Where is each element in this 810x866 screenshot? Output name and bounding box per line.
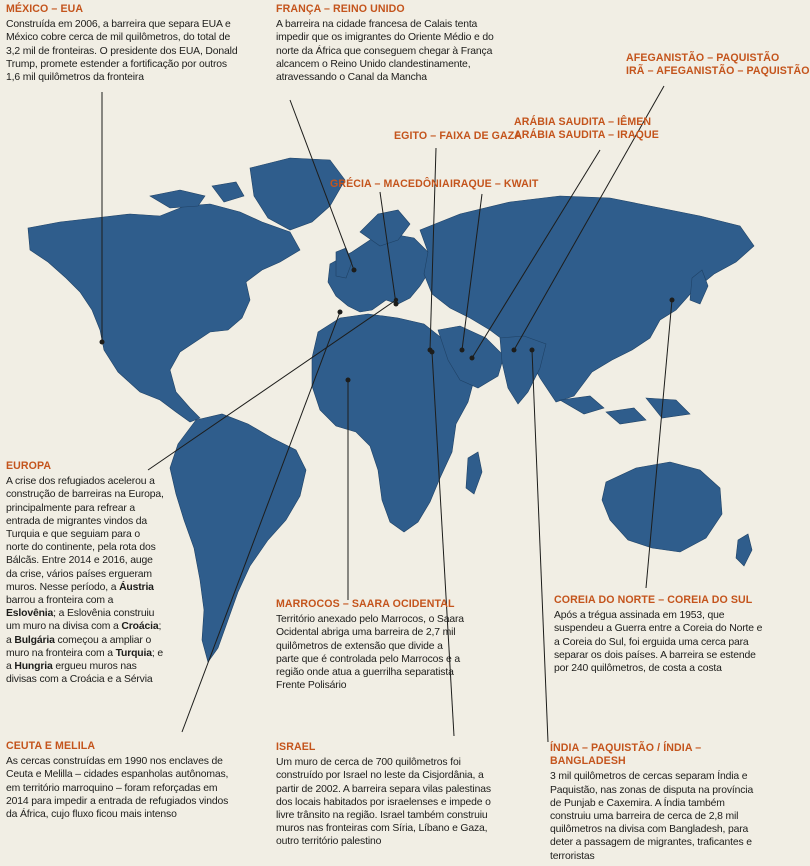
country-turquia: Turquia [115,647,152,659]
europa-note [6,460,164,686]
australia [602,462,722,552]
europa-title: EUROPA [6,460,52,472]
se-asia-islands [560,396,690,424]
madagascar [466,452,482,494]
coreia-title: COREIA DO NORTE – COREIA DO SUL [554,594,753,606]
ceuta-title: CEUTA E MELILA [6,740,96,752]
tag-iraq [450,178,539,191]
dot-saudi [470,356,475,361]
tag-greece-1: GRÉCIA – MACEDÔNIA [330,178,450,190]
tag-egypt [394,130,522,143]
france-note [276,3,508,84]
europa-text: A crise dos refugiados acelerou a construção de barreiras na Europa, principalmente para refrear a entrada de migrantes vindos da Turquia e que seguiam para o norte do continente, pela rota dos Bálcãs. Entre 2014 e 2016, auge da crise, vários países ergueram muros. Nesse período, a Áustria barrou a fronteira com a Eslovênia; a Eslovênia construiu um muro na divisa com a Croácia; a Bulgária começou a ampliar o muro na fronteira com a Turquia; e a Hungria ergueu muros nas divisas com a Croácia e a Sérvia [6,476,164,686]
marrocos-text: Território anexado pelo Marrocos, o Saara Ocidental abriga uma barreira de 2,7 mil quilômetros de extensão que divide a parte que é controlada pelo Marrocos e a região onde atua a guerrilha separatista Frente Polisário [276,614,464,692]
new-zealand [736,534,752,566]
arctic-islands [150,182,244,208]
ceuta-note [6,740,242,821]
coreia-text: Após a trégua assinada em 1953, que suspendeu a Guerra entre a Coreia do Norte e a Coreia do Sul, foi erguida uma cerca para separar os dois países. A barreira se estende por 240 quilômetros, de costa a costa [554,610,763,675]
india-title: ÍNDIA – PAQUISTÃO / ÍNDIA – BANGLADESH [550,742,702,768]
tag-saudi-1: ARÁBIA SAUDITA – IÊMEN [514,116,652,128]
dot-marrocos [346,378,351,383]
india-text: 3 mil quilômetros de cercas separam Índia e Paquistão, nas zonas de disputa na província de Punjab e Caxemira. A Índia também construiu uma barreira de cerca de 2,8 mil quilômetros na divisa com Bangladesh, para deter a passagem de migrantes, traficantes e terroristas [550,771,754,862]
india-note [550,742,764,863]
coreia-note [554,594,764,675]
tag-saudi-2: ARÁBIA SAUDITA – IRAQUE [514,129,659,141]
dot-europa [394,298,398,302]
france-text: A barreira na cidade francesa de Calais tenta impedir que os imigrantes do Oriente Médio e do norte da África que conseguem chegar à França alcancem o Reino Unido clandestinamente, atravessando o Canal da Mancha [276,19,494,84]
france-title: FRANÇA – REINO UNIDO [276,3,405,15]
tag-saudi [514,116,659,142]
greenland [250,158,345,230]
ceuta-text: As cercas construídas em 1990 nos enclaves de Ceuta e Melilla – cidades espanholas autônomas, em território marroquino – foram reforçadas em 2014 para impedir a entrada de refugiados vindos da África, cujo fluxo ficou mais intenso [6,756,229,821]
dot-israel [430,350,435,355]
country-eslovenia: Eslovênia [6,608,54,620]
country-austria: Áustria [119,581,154,593]
leader-india [532,350,548,742]
mexico-note [6,3,238,84]
north-america [28,204,300,422]
tag-greece [330,178,450,191]
tag-afghanistan [626,52,810,78]
dot-mexico [100,340,105,345]
dot-ceuta [338,310,343,315]
dot-afghanistan [512,348,517,353]
country-hungria: Hungria [14,661,53,673]
tag-egypt-1: EGITO – FAIXA DE GAZA [394,130,523,142]
dot-india [530,348,535,353]
tag-afghanistan-2: IRÃ – AFEGANISTÃO – PAQUISTÃO [626,65,810,77]
israel-title: ISRAEL [276,741,316,753]
israel-note [276,741,504,849]
dot-coreia [670,298,675,303]
dot-greece [394,302,399,307]
country-bulgaria: Bulgária [14,634,55,646]
mexico-text: Construída em 2006, a barreira que separa EUA e México cobre cerca de mil quilômetros, do total de 3,2 mil de fronteiras. O presidente dos EUA, Donald Trump, promete estender a fortificação por outros 1,6 mil quilômetros da fronteira [6,19,238,84]
country-croacia: Croácia [121,621,159,633]
dot-calais [352,268,357,273]
marrocos-title: MARROCOS – SAARA OCIDENTAL [276,598,455,610]
marrocos-note [276,598,466,692]
israel-text: Um muro de cerca de 700 quilômetros foi construído por Israel no leste da Cisjordânia, a partir de 2002. A barreira separa vilas palestinas dos locais habitados por israelenses e impede o livre trânsito na região. Israel também construiu muros nas fronteiras com Síria, Líbano e Gaza, outro território palestino [276,757,491,848]
dot-iraq [460,348,465,353]
india [500,336,546,404]
tag-afghanistan-1: AFEGANISTÃO – PAQUISTÃO [626,52,780,64]
tag-iraq-1: IRAQUE – KWAIT [450,178,539,190]
mexico-title: MÉXICO – EUA [6,3,84,15]
